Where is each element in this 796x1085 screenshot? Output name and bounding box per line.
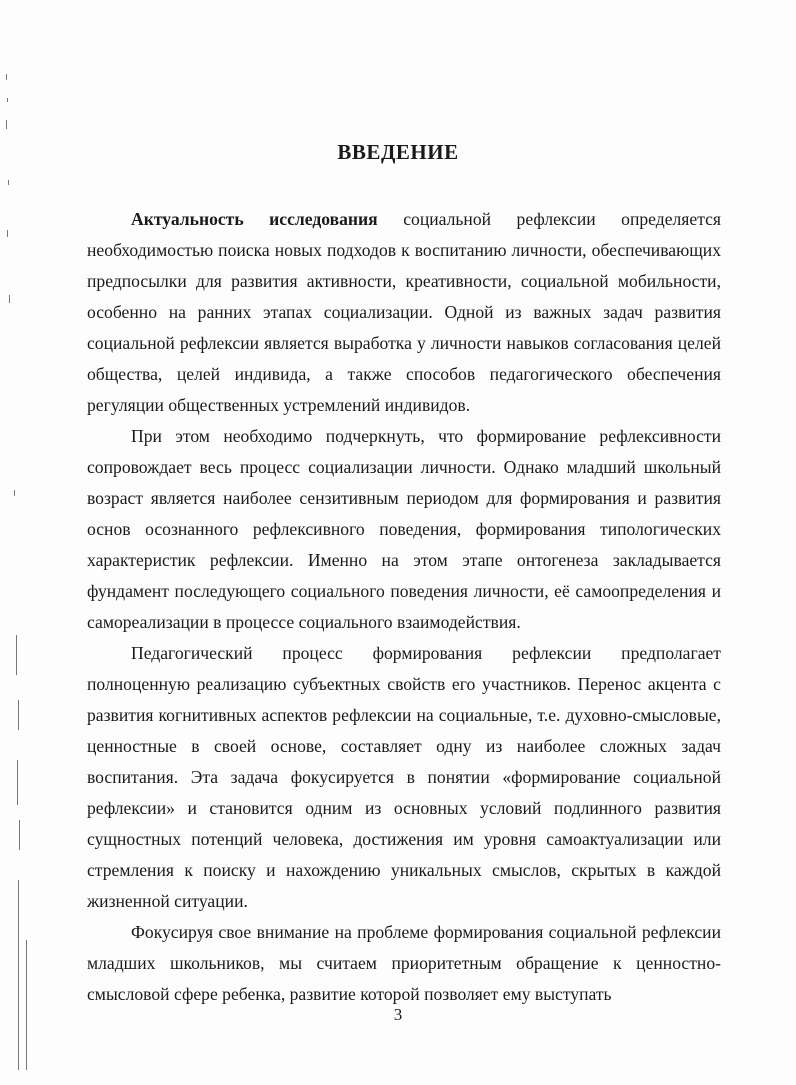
document-body bbox=[87, 204, 721, 1010]
scan-margin-marks bbox=[4, 60, 34, 1080]
paragraph-2: При этом необходимо подчеркнуть, что формирование рефлексивности сопровождает весь процесс социализации личности. Однако младший школьный возраст является наиболее сензитивным периодом для формирования и развития основ осознанного рефлексивного поведения, формирования типологических характеристик рефлексии. Именно на этом этапе онтогенеза закладывается фундамент последующего социального поведения личности, её самоопределения и самореализации в процессе социального взаимодействия. bbox=[87, 426, 721, 632]
paragraph-lead: Актуальность исследования bbox=[131, 209, 378, 229]
page-title: ВВЕДЕНИЕ bbox=[337, 140, 459, 164]
paragraph-text: социальной рефлексии определяется необходимостью поиска новых подходов к воспитанию личности, обеспечивающих предпосылки для развития активности, креативности, социальной мобильности, особенно на ранних этапах социализации. Одной из важных задач развития социальной рефлексии является выработка у личности навыков согласования целей общества, целей индивида, а также способов педагогического обеспечения регуляции общественных устремлений индивидов. bbox=[87, 209, 721, 415]
page-number: 3 bbox=[393, 1005, 403, 1024]
paragraph-3: Педагогический процесс формирования рефлексии предполагает полноценную реализацию субъектных свойств его участников. Перенос акцента с развития когнитивных аспектов рефлексии на социальные, т.е. духовно-смысловые, ценностные в своей основе, составляет одну из наиболее сложных задач воспитания. Эта задача фокусируется в понятии «формирование социальной рефлексии» и становится одним из основных условий подлинного развития сущностных потенций человека, достижения им уровня самоактуализации или стремления к поиску и нахождению уникальных смыслов, скрытых в каждой жизненной ситуации. bbox=[87, 643, 721, 911]
paragraph-1 bbox=[87, 204, 721, 421]
paragraph-4: Фокусируя свое внимание на проблеме формирования социальной рефлексии младших школьников, мы считаем приоритетным обращение к ценностно-смысловой сфере ребенка, развитие которой позволяет ему выступать bbox=[87, 922, 721, 1004]
